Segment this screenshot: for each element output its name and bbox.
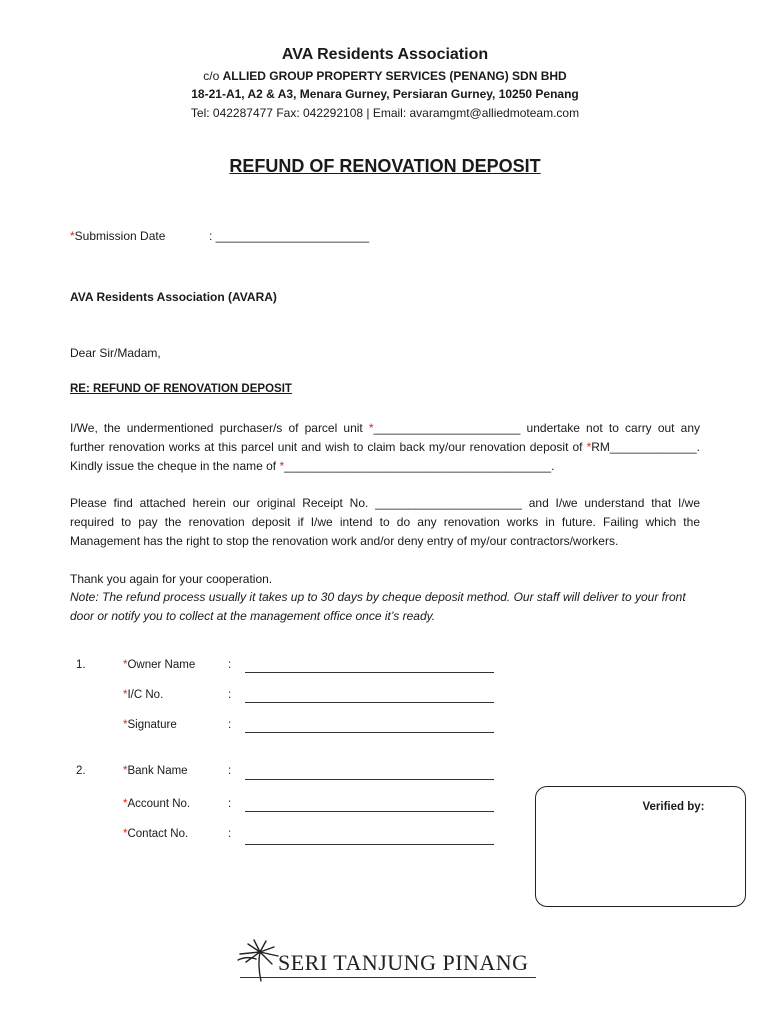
parcel-unit-blank[interactable]: ______________________	[373, 421, 521, 435]
required-marker: *	[123, 798, 128, 810]
org-name: AVA Residents Association	[281, 46, 489, 63]
verified-by-label: Verified by:	[642, 801, 705, 813]
salutation: Dear Sir/Madam,	[70, 346, 161, 360]
payee-name-blank[interactable]: ________________________________________.	[284, 459, 555, 473]
contact-no-label	[123, 828, 188, 840]
account-no-text: Account No.	[127, 798, 191, 810]
section2-number: 2.	[76, 765, 86, 777]
account-no-input-line[interactable]	[245, 811, 494, 812]
account-no-colon: :	[228, 798, 232, 810]
receipt-paragraph: Please find attached herein our original Receipt No. ______________________ and I/we understand that I/we required to pay the renovation deposit if I/we intend to do any renovation works in future. Failing which the Management has the right to stop the renovation work and/or deny entry of my/our contractors/workers.	[70, 496, 700, 548]
contact-no-text: Contact No.	[127, 828, 189, 840]
request-paragraph	[70, 419, 700, 476]
owner-name-text: Owner Name	[127, 659, 196, 671]
para1-part2: undertake not to carry out any further renovation works at this parcel unit and wish to claim back my/our renovation deposit of	[70, 421, 700, 454]
para1-part3[interactable]: RM_____________. Kindly issue the cheque in the name of	[70, 440, 700, 473]
document-title: REFUND OF RENOVATION DEPOSIT	[229, 156, 541, 176]
logo-wordmark: SERI TANJUNG PINANG	[278, 950, 529, 975]
signature-text: Signature	[127, 719, 177, 731]
required-marker: *	[123, 765, 128, 777]
care-of-prefix: c/o	[203, 69, 223, 83]
submission-date-text: Submission Date	[74, 229, 166, 243]
owner-name-label	[123, 659, 195, 671]
required-marker: *	[368, 421, 374, 435]
signature-colon: :	[228, 719, 232, 731]
note-paragraph: Note: The refund process usually it takes up to 30 days by cheque deposit method. Our staff will deliver to your front door or notify you to collect at the management office once it’s ready.	[70, 590, 686, 623]
required-marker: *	[123, 828, 128, 840]
thanks-line: Thank you again for your cooperation.	[70, 572, 273, 586]
submission-date-field[interactable]	[209, 227, 369, 246]
address-line: 18-21-A1, A2 & A3, Menara Gurney, Persiaran Gurney, 10250 Penang	[191, 87, 579, 101]
bank-name-input-line[interactable]	[245, 779, 494, 780]
bank-name-colon: :	[228, 765, 232, 777]
required-marker: *	[70, 229, 75, 243]
care-of-company: ALLIED GROUP PROPERTY SERVICES (PENANG) SDN BHD	[222, 69, 567, 83]
section1-number: 1.	[76, 659, 86, 671]
re-line: RE: REFUND OF RENOVATION DEPOSIT	[70, 383, 292, 395]
ic-no-colon: :	[228, 689, 232, 701]
ic-no-text: I/C No.	[127, 689, 164, 701]
owner-name-colon: :	[228, 659, 232, 671]
contact-no-colon: :	[228, 828, 232, 840]
para1-part1: I/We, the undermentioned purchaser/s of parcel unit	[70, 421, 369, 435]
ic-no-label	[123, 689, 163, 701]
submission-date-colon: :	[209, 229, 216, 243]
required-marker: *	[123, 659, 128, 671]
addressee: AVA Residents Association (AVARA)	[70, 290, 277, 304]
required-marker: *	[123, 689, 128, 701]
owner-name-input-line[interactable]	[245, 672, 494, 673]
palm-tree-icon	[236, 938, 282, 982]
signature-input-line[interactable]	[245, 732, 494, 733]
bank-name-text: Bank Name	[127, 765, 188, 777]
signature-label	[123, 719, 177, 731]
bank-name-label	[123, 765, 188, 777]
submission-date-label	[70, 227, 165, 246]
required-marker: *	[123, 719, 128, 731]
required-marker: *	[279, 459, 285, 473]
contact-no-input-line[interactable]	[245, 844, 494, 845]
ic-no-input-line[interactable]	[245, 702, 494, 703]
submission-date-blank: _______________________	[215, 229, 370, 243]
logo-underline	[240, 977, 536, 978]
contact-line: Tel: 042287477 Fax: 042292108 | Email: avaramgmt@alliedmoteam.com	[190, 106, 580, 120]
required-marker: *	[586, 440, 592, 454]
care-of-line	[0, 69, 770, 83]
account-no-label	[123, 798, 190, 810]
